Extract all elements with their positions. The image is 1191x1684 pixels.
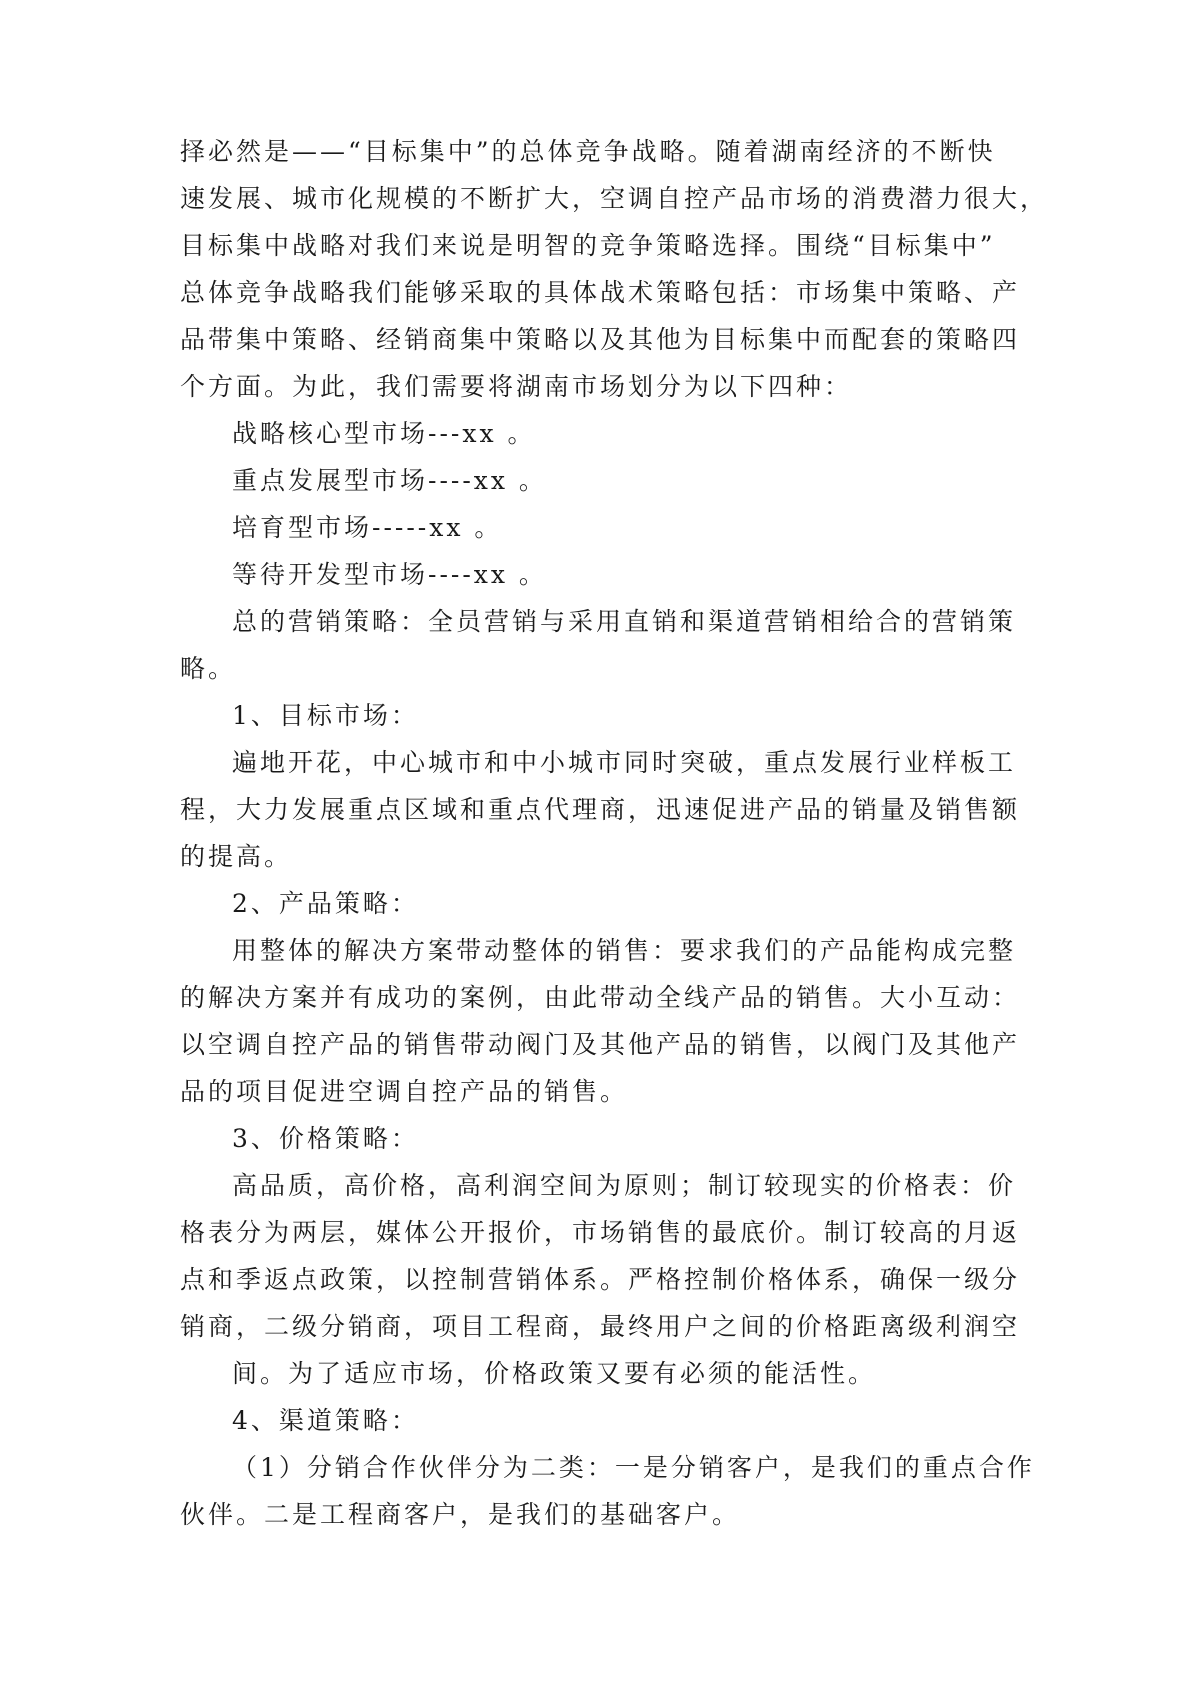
text-line: 以空调自控产品的销售带动阀门及其他产品的销售，以阀门及其他产	[180, 1030, 1021, 1059]
text-line: 总的营销策略：全员营销与采用直销和渠道营销相给合的营销策	[232, 607, 1017, 636]
text-line: 的解决方案并有成功的案例，由此带动全线产品的销售。大小互动：	[180, 983, 1021, 1012]
text-line: 个方面。为此，我们需要将湖南市场划分为以下四种：	[180, 372, 853, 401]
text-line: 点和季返点政策，以控制营销体系。严格控制价格体系，确保一级分	[180, 1265, 1021, 1294]
section-heading: 4、渠道策略：	[232, 1406, 419, 1435]
market-type-item: 战略核心型市场---xx 。	[232, 419, 536, 448]
text-line: （1）分销合作伙伴分为二类：一是分销客户，是我们的重点合作	[232, 1453, 1035, 1482]
section-heading: 3、价格策略：	[232, 1124, 419, 1153]
text-line: 总体竞争战略我们能够采取的具体战术策略包括：市场集中策略、产	[180, 278, 1021, 307]
text-line: 速发展、城市化规模的不断扩大，空调自控产品市场的消费潜力很大，	[180, 184, 1049, 213]
text-line: 略。	[180, 654, 237, 683]
text-line: 伙伴。二是工程商客户，是我们的基础客户。	[180, 1500, 741, 1529]
text-line: 程，大力发展重点区域和重点代理商，迅速促进产品的销量及销售额	[180, 795, 1021, 824]
text-line: 遍地开花，中心城市和中小城市同时突破，重点发展行业样板工	[232, 748, 1017, 777]
text-line: 高品质，高价格，高利润空间为原则；制订较现实的价格表：价	[232, 1171, 1017, 1200]
text-line: 择必然是——“目标集中”的总体竞争战略。随着湖南经济的不断快	[180, 137, 996, 166]
text-line: 目标集中战略对我们来说是明智的竞争策略选择。围绕“目标集中”	[180, 231, 996, 260]
text-line: 的提高。	[180, 842, 293, 871]
market-type-item: 等待开发型市场----xx 。	[232, 560, 547, 589]
text-line: 间。为了适应市场，价格政策又要有必须的能活性。	[232, 1359, 877, 1388]
text-line: 格表分为两层，媒体公开报价，市场销售的最底价。制订较高的月返	[180, 1218, 1021, 1247]
text-line: 品的项目促进空调自控产品的销售。	[180, 1077, 629, 1106]
text-line: 销商，二级分销商，项目工程商，最终用户之间的价格距离级利润空	[180, 1312, 1021, 1341]
section-heading: 1、目标市场：	[232, 701, 419, 730]
text-line: 品带集中策略、经销商集中策略以及其他为目标集中而配套的策略四	[180, 325, 1021, 354]
section-heading: 2、产品策略：	[232, 889, 419, 918]
text-line: 用整体的解决方案带动整体的销售：要求我们的产品能构成完整	[232, 936, 1017, 965]
market-type-item: 培育型市场-----xx 。	[232, 513, 503, 542]
market-type-item: 重点发展型市场----xx 。	[232, 466, 547, 495]
body-text	[180, 128, 1049, 1538]
